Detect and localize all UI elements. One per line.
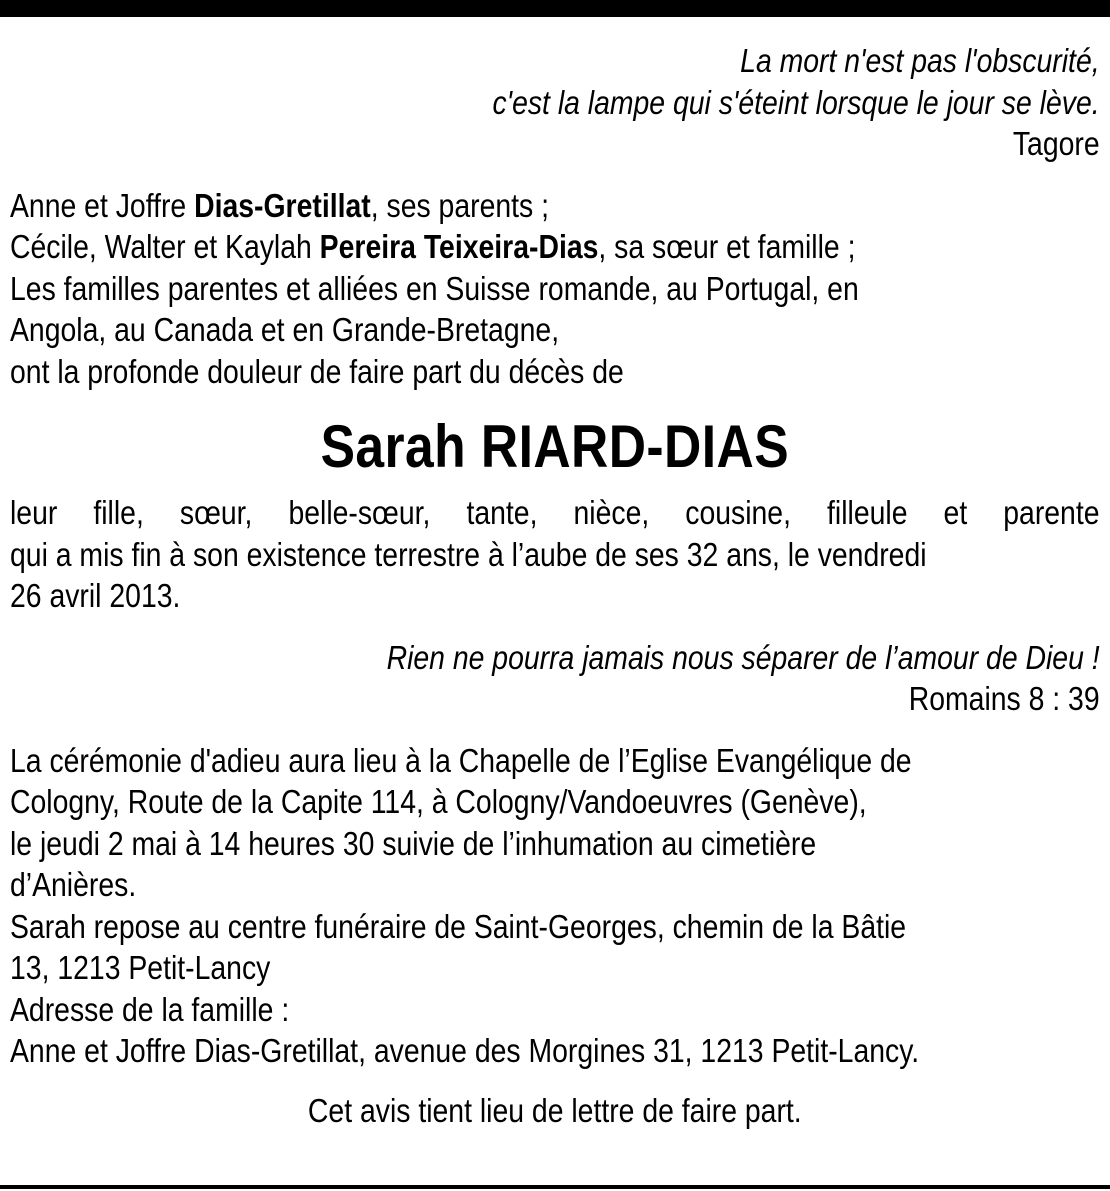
family-line-relatives: Les familles parentes et alliées en Suisse romande, au Portugal, en — [10, 269, 859, 307]
relation-line-2: qui a mis fin à son existence terrestre à l’aube de ses 32 ans, le vendredi — [10, 535, 927, 573]
deceased-name: Sarah RIARD-DIAS — [320, 413, 790, 480]
family-line-announcement: ont la profonde douleur de faire part du décès de — [10, 352, 624, 390]
relation-word: nièce, — [573, 494, 650, 531]
relation-word: cousine, — [685, 494, 791, 531]
ceremony-line: 13, 1213 Petit-Lancy — [10, 949, 271, 986]
family-name-parents: Dias-Gretillat — [194, 186, 371, 224]
family-announcement — [10, 185, 1100, 393]
epigraph-line-1: La mort n'est pas l'obscurité, — [740, 42, 1100, 79]
top-border — [0, 0, 1110, 17]
death-notice — [10, 38, 1100, 1131]
family-line-sister — [10, 226, 1100, 268]
closing-note: Cet avis tient lieu de lettre de faire part. — [307, 1091, 802, 1129]
ceremony-line: le jeudi 2 mai à 14 heures 30 suivie de l’inhumation au cimetière — [10, 824, 817, 862]
relation-line-3: 26 avril 2013. — [10, 577, 181, 614]
family-line-parents-post: , ses parents ; — [370, 186, 549, 224]
relation-paragraph — [10, 492, 1100, 617]
ceremony-line: Cologny, Route de la Capite 114, à Cologny/Vandoeuvres (Genève), — [10, 783, 867, 820]
relation-word: belle-sœur, — [288, 494, 431, 531]
ceremony-line: Adresse de la famille : — [10, 990, 290, 1028]
family-name-sister: Pereira Teixeira-Dias — [319, 228, 599, 265]
relation-word: tante, — [466, 494, 538, 531]
family-line-sister-post: , sa sœur et famille ; — [598, 228, 856, 265]
verse-reference: Romains 8 : 39 — [908, 680, 1100, 717]
relation-word: parente — [1003, 494, 1100, 531]
epigraph-line-2: c'est la lampe qui s'éteint lorsque le jour se lève. — [492, 83, 1100, 121]
bottom-border — [0, 1185, 1110, 1189]
ceremony-line: d’Anières. — [10, 866, 137, 903]
family-line-sister-pre: Cécile, Walter et Kaylah — [10, 228, 320, 265]
epigraph — [10, 40, 1100, 123]
family-line-parents-pre: Anne et Joffre — [10, 186, 195, 224]
relation-word: et — [943, 494, 968, 531]
epigraph-author: Tagore — [1012, 125, 1100, 162]
family-address: Anne et Joffre Dias-Gretillat, avenue des Morgines 31, 1213 Petit-Lancy. — [10, 1032, 920, 1069]
bible-verse — [10, 637, 1100, 720]
relation-word: filleule — [827, 494, 908, 531]
relation-word: leur — [10, 494, 58, 531]
ceremony-line: La cérémonie d'adieu aura lieu à la Chapelle de l’Eglise Evangélique de — [10, 741, 912, 779]
relation-word: sœur, — [179, 494, 253, 531]
relation-line-1 — [10, 492, 1100, 534]
ceremony-details — [10, 740, 1100, 1072]
verse-text: Rien ne pourra jamais nous séparer de l’amour de Dieu ! — [386, 638, 1100, 676]
family-line-parents — [10, 185, 1100, 227]
family-line-countries: Angola, au Canada et en Grande-Bretagne, — [10, 311, 560, 348]
relation-word: fille, — [93, 494, 144, 531]
ceremony-line: Sarah repose au centre funéraire de Saint-Georges, chemin de la Bâtie — [10, 907, 907, 945]
